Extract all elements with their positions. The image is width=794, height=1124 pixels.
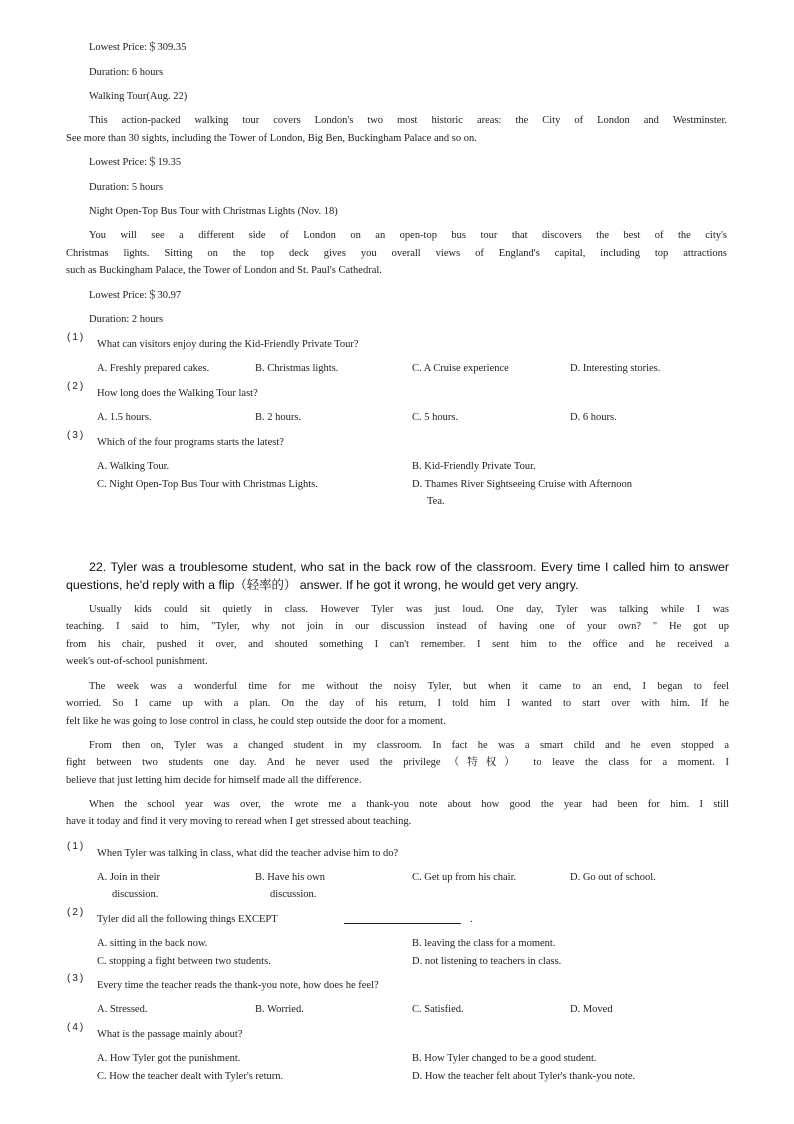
question-number: (1) [67, 841, 86, 852]
option-c: C. How the teacher dealt with Tyler's return. [97, 1071, 284, 1082]
paragraph-line: believe that just letting him decide for himself made all the difference. [66, 775, 362, 786]
paragraph-line: From then on, Tyler was a changed student in my classroom. In fact he was a smart child and he even stopped a [89, 740, 729, 751]
option-b-continued: discussion. [270, 889, 317, 900]
option-d: D. Thames River Sightseeing Cruise with Afternoon [412, 479, 632, 490]
question-text: Every time the teacher reads the thank-you note, how does he feel? [97, 980, 379, 991]
passage-heading: 22. Tyler was a troublesome student, who sat in the back row of the classroom. Every time I called him to answer [89, 560, 729, 574]
tour-description-line: such as Buckingham Palace, the Tower of London and St. Paul's Cathedral. [66, 265, 382, 276]
option-b: B. How Tyler changed to be a good student. [412, 1053, 597, 1064]
option-d: D. not listening to teachers in class. [412, 956, 562, 967]
question-number: (1) [67, 332, 86, 343]
duration-text: Duration: 6 hours [89, 67, 164, 78]
option-a: A. Walking Tour. [97, 461, 170, 472]
question-text-tail: . [470, 914, 473, 925]
question-number: (3) [67, 973, 86, 984]
question-text: What can visitors enjoy during the Kid-Friendly Private Tour? [97, 339, 359, 350]
question-number: (4) [67, 1022, 86, 1033]
duration-text: Duration: 2 hours [89, 314, 164, 325]
option-d: D. Go out of school. [570, 872, 656, 883]
question-number: (2) [67, 907, 86, 918]
option-c: C. stopping a fight between two students. [97, 956, 271, 967]
paragraph-line: from his chair, pushed it over, and shouted something I can't remember. I sent him to the office and he received a [66, 639, 729, 650]
option-b: B. Worried. [255, 1004, 304, 1015]
lowest-price-text: Lowest Price:＄30.97 [89, 290, 182, 301]
option-a: A. 1.5 hours. [97, 412, 152, 423]
paragraph-line: week's out-of-school punishment. [66, 656, 208, 667]
option-c: C. Get up from his chair. [412, 872, 517, 883]
option-c: C. A Cruise experience [412, 363, 509, 374]
paragraph-line: fight between two students one day. And he never used the privilege（特权） to leave the class for a moment. I [66, 757, 729, 768]
option-a: A. Join in their [97, 872, 160, 883]
question-text: When Tyler was talking in class, what did the teacher advise him to do? [97, 848, 399, 859]
option-c: C. Night Open-Top Bus Tour with Christmas Lights. [97, 479, 318, 490]
option-d: D. 6 hours. [570, 412, 617, 423]
option-b: B. leaving the class for a moment. [412, 938, 556, 949]
option-a: A. How Tyler got the punishment. [97, 1053, 241, 1064]
paragraph-line: The week was a wonderful time for me without the noisy Tyler, but when it came to an end, I began to feel [89, 681, 729, 692]
option-b: B. Christmas lights. [255, 363, 339, 374]
question-text: What is the passage mainly about? [97, 1029, 243, 1040]
option-d: D. Interesting stories. [570, 363, 661, 374]
option-b: B. 2 hours. [255, 412, 302, 423]
option-a: A. sitting in the back now. [97, 938, 208, 949]
paragraph-line: When the school year was over, the wrote me a thank-you note about how good the year had been for him. I still [89, 799, 729, 810]
tour-description-line: See more than 30 sights, including the Tower of London, Big Ben, Buckingham Palace and so on. [66, 133, 477, 144]
option-d: D. How the teacher felt about Tyler's thank-you note. [412, 1071, 636, 1082]
lowest-price-text: Lowest Price:＄19.35 [89, 157, 182, 168]
paragraph-line: Usually kids could sit quietly in class. However Tyler was just loud. One day, Tyler was talking while I was [89, 604, 729, 615]
paragraph-line: worried. So I came up with a plan. On the day of his return, I told him I wanted to start over with him. If he [66, 698, 729, 709]
option-d-continued: Tea. [427, 496, 445, 507]
tour-description-line: Christmas lights. Sitting on the top deck gives you overall views of England's capital, including top attractions [66, 248, 727, 259]
answer-blank[interactable] [344, 923, 461, 924]
question-text: How long does the Walking Tour last? [97, 388, 258, 399]
tour-title: Night Open-Top Bus Tour with Christmas Lights (Nov. 18) [89, 206, 338, 217]
lowest-price-text: Lowest Price:＄309.35 [89, 42, 187, 53]
option-d: D. Moved [570, 1004, 613, 1015]
option-a: A. Freshly prepared cakes. [97, 363, 210, 374]
question-number: (2) [67, 381, 86, 392]
tour-description-line: This action-packed walking tour covers London's two most historic areas: the City of London and Westminster. [89, 115, 727, 126]
duration-text: Duration: 5 hours [89, 182, 164, 193]
tour-description-line: You will see a different side of London on an open-top bus tour that discovers the best of the city's [89, 230, 727, 241]
question-text: Tyler did all the following things EXCEPT [97, 914, 278, 925]
option-c: C. Satisfied. [412, 1004, 464, 1015]
passage-heading: questions, he'd reply with a flip（轻率的） answer. If he got it wrong, he would get very angry. [66, 578, 579, 592]
option-a: A. Stressed. [97, 1004, 148, 1015]
paragraph-line: felt like he was going to lose control in class, he could step outside the door for a moment. [66, 716, 446, 727]
paragraph-line: teaching. I said to him, "Tyler, why not join in our discussion instead of having one of your own? " He got up [66, 621, 729, 632]
question-number: (3) [67, 430, 86, 441]
option-b: B. Kid-Friendly Private Tour. [412, 461, 536, 472]
tour-title: Walking Tour(Aug. 22) [89, 91, 188, 102]
paragraph-line: have it today and find it very moving to reread when I get stressed about teaching. [66, 816, 412, 827]
question-text: Which of the four programs starts the latest? [97, 437, 284, 448]
option-b: B. Have his own [255, 872, 325, 883]
option-c: C. 5 hours. [412, 412, 459, 423]
option-a-continued: discussion. [112, 889, 159, 900]
